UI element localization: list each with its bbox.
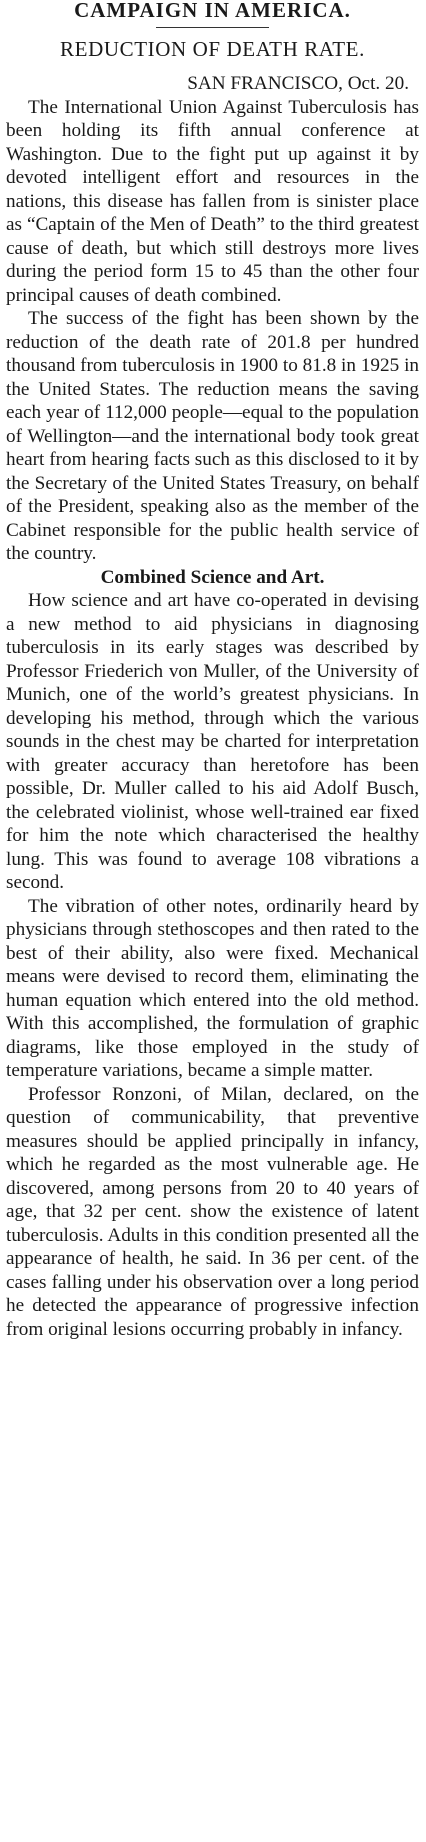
paragraph-3: How science and art have co-operated in devising a new method to aid physicians in diagnosing tuberculosis in its early stages was described by Professor Friederich von Muller, of the University of Munich, one of the world’s greatest physicians. In developing his method, through which the various sounds in the chest may be charted for interpretation with greater accuracy than heretofore has been possible, Dr. Muller called to his aid Adolf Busch, the celebrated violinist, whose well-trained ear fixed for him the note which characterised the healthy lung. This was found to average 108 vibrations a second.	[6, 590, 419, 893]
article-body	[6, 72, 419, 1341]
subheadline: REDUCTION OF DEATH RATE.	[60, 37, 365, 61]
paragraph-2: The success of the fight has been shown by the reduction of the death rate of 201.8 per hundred thousand from tuberculosis in 1900 to 81.8 in 1925 in the United States. The reduction means the saving each year of 112,000 people—equal to the population of Wellington—and the international body took great heart from hearing facts such as this disclosed to it by the Secretary of the United States Treasury, on behalf of the President, speaking also as the member of the Cabinet responsible for the public health service of the country.	[6, 308, 419, 564]
paragraph-1: The International Union Against Tuberculosis has been holding its fifth annual conference at Washington. Due to the fight put up against it by devoted intelligent effort and resources in the nations, this disease has fallen from is sinister place as “Captain of the Men of Death” to the third greatest cause of death, but which still destroys more lives during the period form 15 to 45 than the other four principal causes of death combined.	[6, 96, 419, 306]
paragraph-5: Professor Ronzoni, of Milan, declared, on the question of communicability, that preventive measures should be applied principally in infancy, which he regarded as the most vulnerable age. He discovered, among persons from 20 to 40 years of age, that 32 per cent. show the existence of latent tuberculosis. Adults in this condition presented all the appearance of health, he said. In 36 per cent. of the cases falling under his observation over a long period he detected the appearance of progressive infection from original lesions occurring probably in infancy.	[6, 1083, 419, 1340]
headline-divider	[156, 27, 269, 28]
paragraph-4: The vibration of other notes, ordinarily heard by physicians through stethoscopes and then rated to the best of their ability, also were fixed. Mechanical means were devised to record them, eliminating the human equation which entered into the old method. With this accomplished, the formulation of graphic diagrams, like those employed in the study of temperature variations, became a simple matter.	[6, 895, 419, 1081]
crosshead: Combined Science and Art.	[100, 566, 325, 588]
headline: CAMPAIGN IN AMERICA.	[74, 0, 351, 20]
dateline: SAN FRANCISCO, Oct. 20.	[187, 73, 409, 94]
